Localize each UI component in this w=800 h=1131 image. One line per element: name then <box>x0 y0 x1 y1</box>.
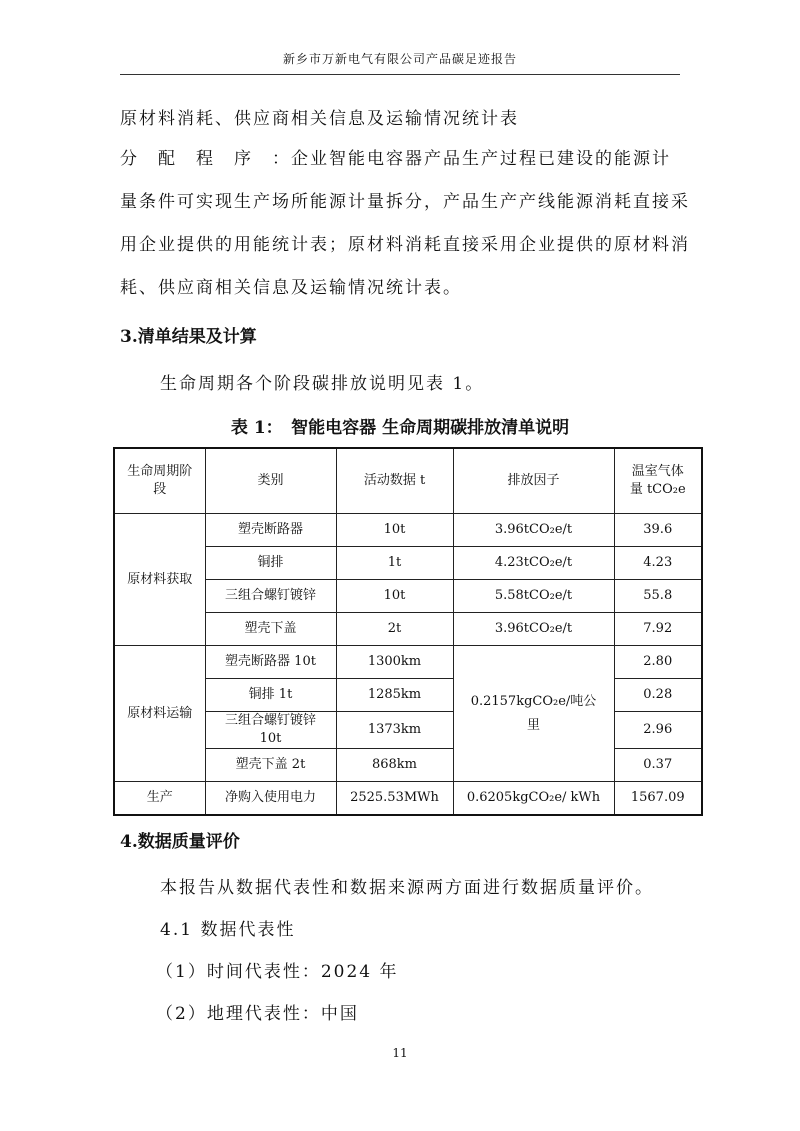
cell-category: 塑壳下盖 2t <box>205 749 336 782</box>
section-4-1-heading: 4.1 数据代表性 <box>160 920 296 940</box>
header-ghg: 温室气体 量 tCO₂e <box>614 448 702 514</box>
cell-activity: 1285km <box>336 679 453 712</box>
stage-transport: 原材料运输 <box>114 646 205 782</box>
intro-line: 原材料消耗、供应商相关信息及运输情况统计表 <box>120 109 519 129</box>
table-header-row <box>114 448 702 514</box>
allocation-line: 耗、供应商相关信息及运输情况统计表。 <box>120 278 462 298</box>
cell-activity: 1300km <box>336 646 453 679</box>
section-4-heading: 4.数据质量评价 <box>120 832 240 852</box>
section-3-paragraph: 生命周期各个阶段碳排放说明见表 1。 <box>160 374 485 394</box>
header-stage: 生命周期阶 段 <box>114 448 205 514</box>
header-activity: 活动数据 t <box>336 448 453 514</box>
page-number: 11 <box>392 1046 408 1060</box>
cell-ghg: 1567.09 <box>614 782 702 816</box>
stage-production: 生产 <box>114 782 205 816</box>
cell-activity: 868km <box>336 749 453 782</box>
cell-category: 铜排 <box>205 547 336 580</box>
allocation-line: 用企业提供的用能统计表；原材料消耗直接采用企业提供的原材料消 <box>120 235 690 255</box>
cell-ghg: 2.80 <box>614 646 702 679</box>
emissions-table <box>113 447 703 816</box>
cell-factor: 4.23tCO₂e/t <box>453 547 614 580</box>
cell-category: 净购入使用电力 <box>205 782 336 816</box>
table-row <box>114 514 702 547</box>
cell-ghg: 0.37 <box>614 749 702 782</box>
cell-ghg: 0.28 <box>614 679 702 712</box>
table-caption: 表 1： 智能电容器 生命周期碳排放清单说明 <box>230 418 570 438</box>
cell-ghg: 55.8 <box>614 580 702 613</box>
cell-ghg: 4.23 <box>614 547 702 580</box>
cell-activity: 1t <box>336 547 453 580</box>
table-row <box>114 646 702 679</box>
cell-category: 铜排 1t <box>205 679 336 712</box>
cell-category: 塑壳断路器 10t <box>205 646 336 679</box>
cell-ghg: 7.92 <box>614 613 702 646</box>
stage-raw-material: 原材料获取 <box>114 514 205 646</box>
cell-factor: 0.6205kgCO₂e/ kWh <box>453 782 614 816</box>
cell-factor: 3.96tCO₂e/t <box>453 514 614 547</box>
cell-category: 三组合螺钉镀锌 10t <box>205 712 336 749</box>
cell-factor: 3.96tCO₂e/t <box>453 613 614 646</box>
cell-category: 三组合螺钉镀锌 <box>205 580 336 613</box>
cell-activity: 10t <box>336 580 453 613</box>
cell-activity: 2525.53MWh <box>336 782 453 816</box>
allocation-paragraph <box>120 138 690 310</box>
section-4-paragraph: 本报告从数据代表性和数据来源两方面进行数据质量评价。 <box>160 878 654 898</box>
header-rule <box>120 74 680 75</box>
cell-activity: 1373km <box>336 712 453 749</box>
table-row <box>114 782 702 816</box>
cell-activity: 2t <box>336 613 453 646</box>
cell-transport-factor: 0.2157kgCO₂e/吨公 里 <box>453 646 614 782</box>
allocation-line: 分 配 程 序 ：企业智能电容器产品生产过程已建设的能源计 <box>120 149 671 169</box>
page-header: 新乡市万新电气有限公司产品碳足迹报告 <box>282 52 517 66</box>
cell-ghg: 2.96 <box>614 712 702 749</box>
cell-category: 塑壳断路器 <box>205 514 336 547</box>
header-factor: 排放因子 <box>453 448 614 514</box>
section-4-item-time: （1）时间代表性：2024 年 <box>156 962 399 982</box>
section-4-item-geography: （2）地理代表性：中国 <box>156 1004 359 1024</box>
cell-factor: 5.58tCO₂e/t <box>453 580 614 613</box>
cell-ghg: 39.6 <box>614 514 702 547</box>
cell-category: 塑壳下盖 <box>205 613 336 646</box>
header-category: 类别 <box>205 448 336 514</box>
allocation-line: 量条件可实现生产场所能源计量拆分，产品生产产线能源消耗直接采 <box>120 192 690 212</box>
cell-activity: 10t <box>336 514 453 547</box>
section-3-heading: 3.清单结果及计算 <box>120 327 257 347</box>
